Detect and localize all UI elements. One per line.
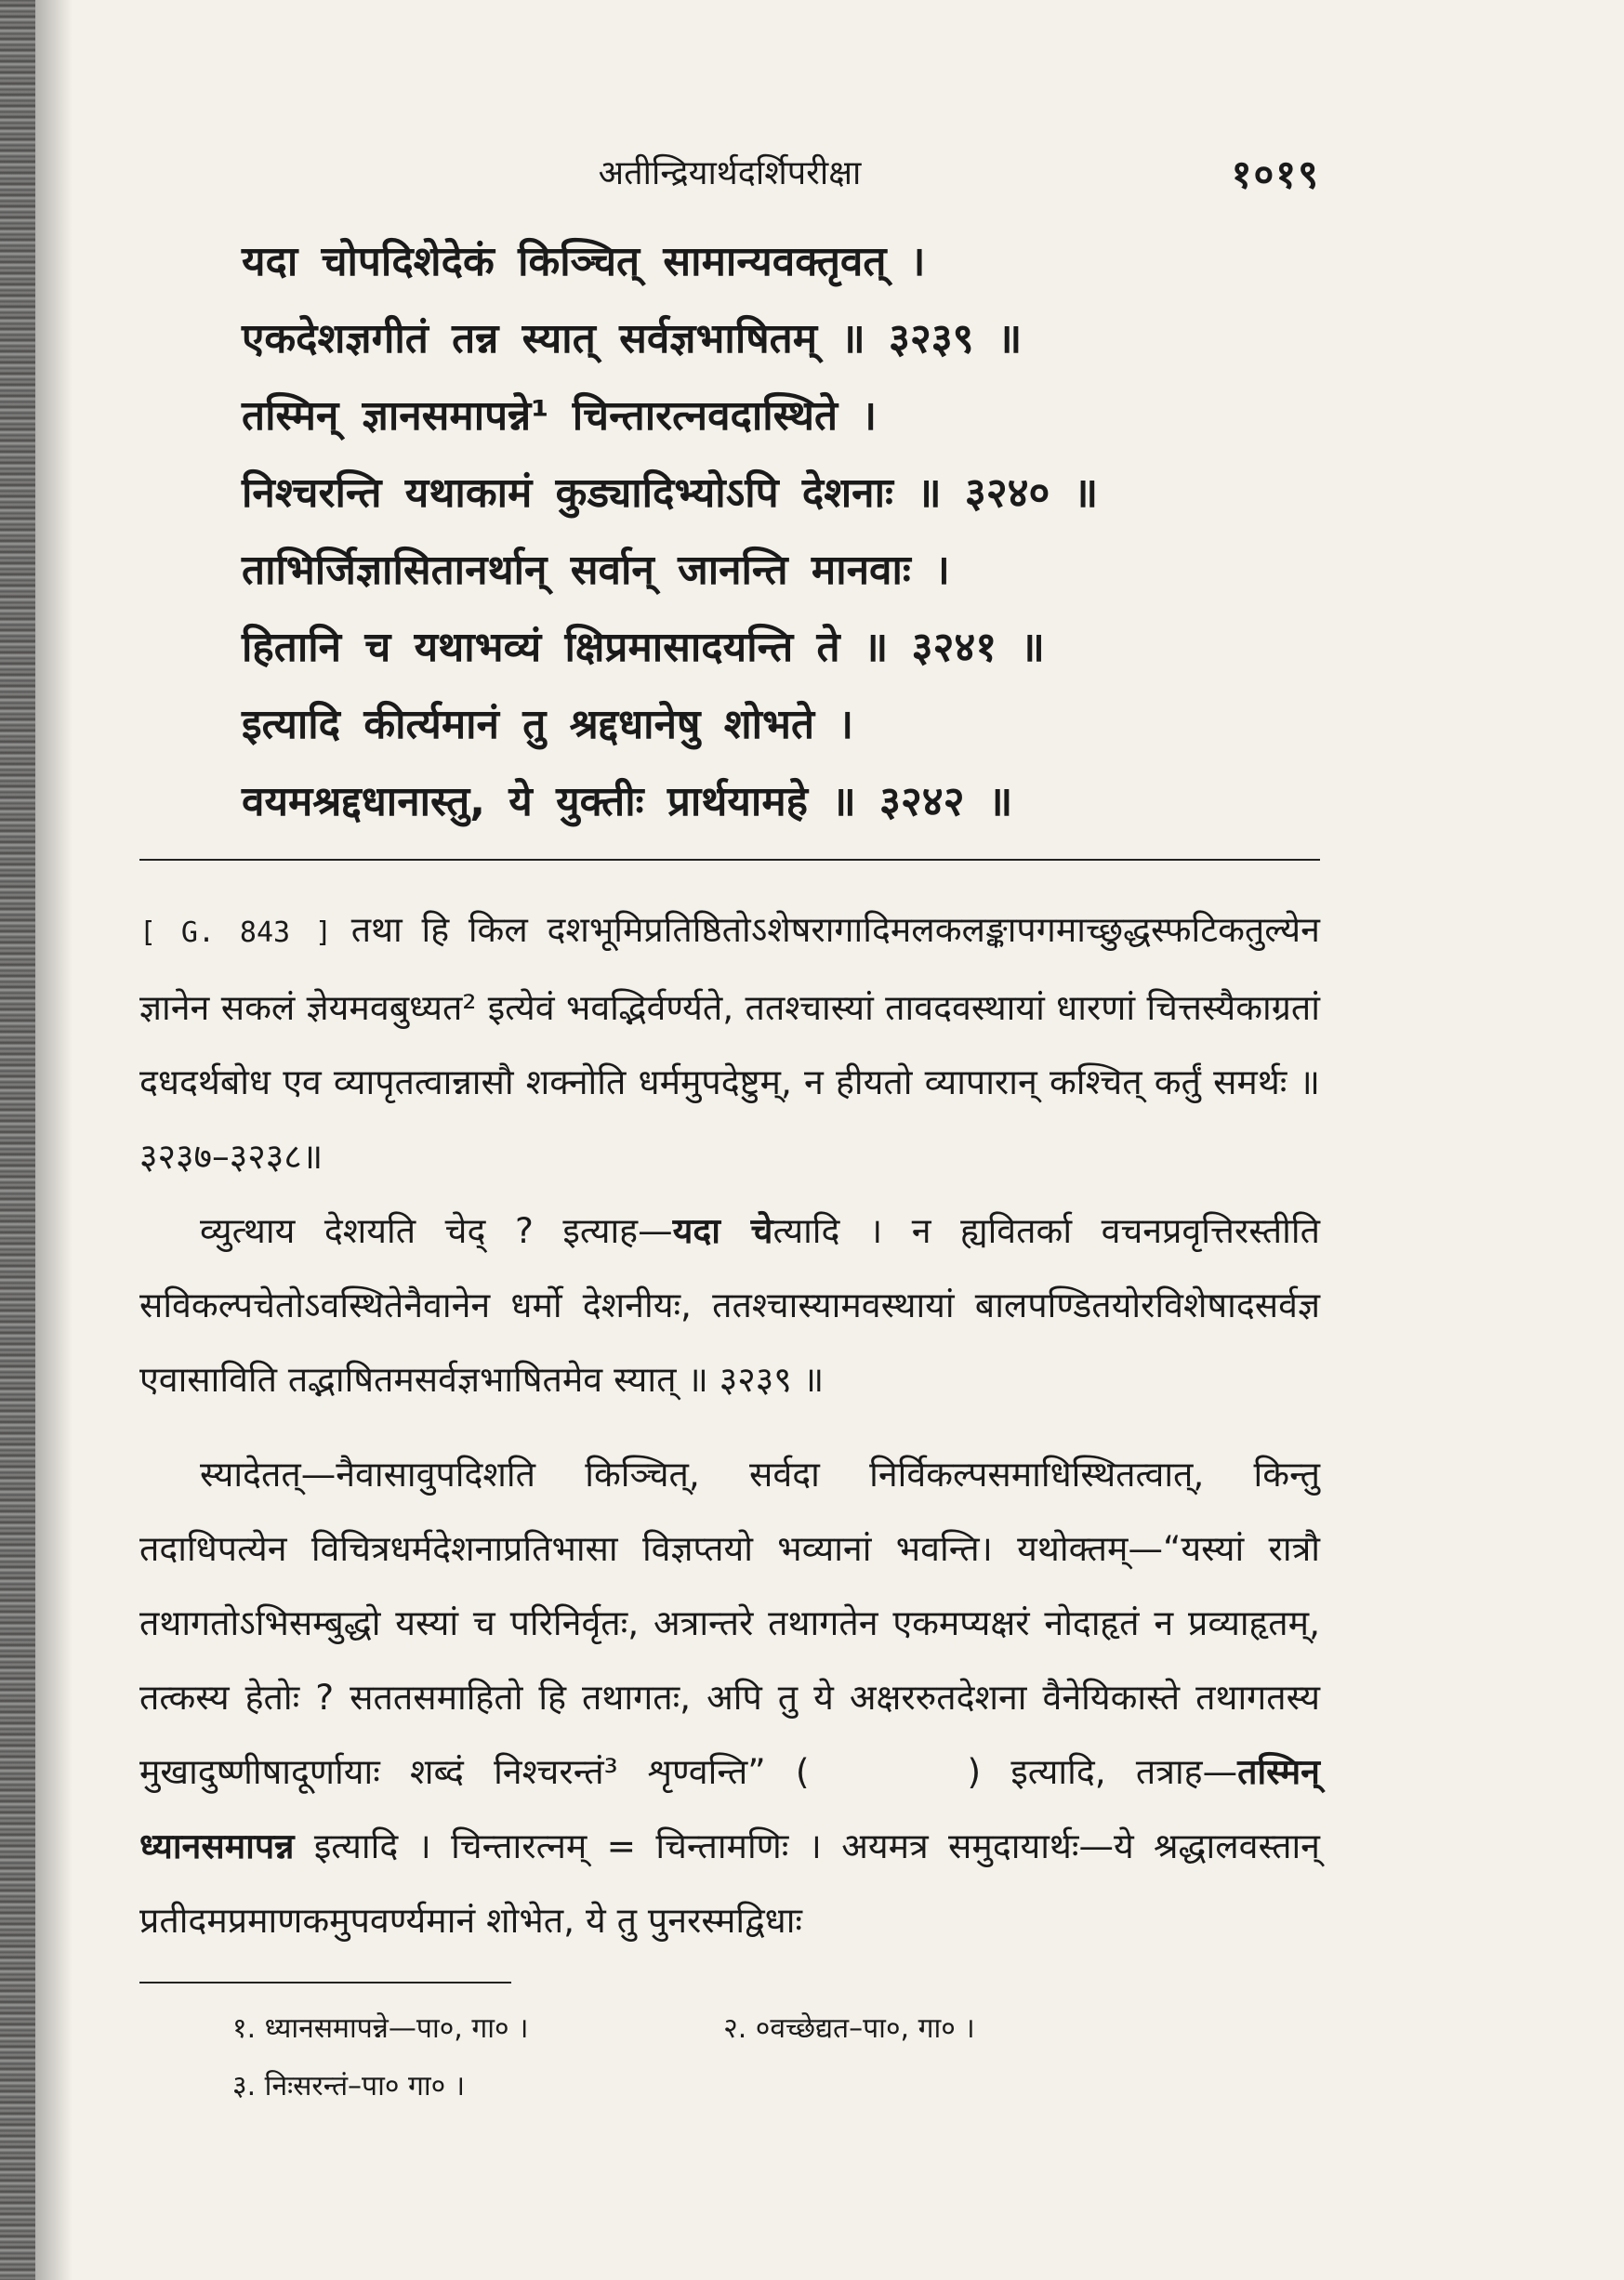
footnotes (139, 2000, 1320, 2115)
binding-shadow (35, 0, 73, 2280)
page-number: १०१९ (1231, 152, 1320, 197)
paragraph-text: ) इत्यादि, तत्राह— (967, 1751, 1238, 1792)
paragraph-text: तथा हि किल दशभूमिप्रतिष्ठितोऽशेषरागादिमलकलङ्कापगमाच्छुद्धस्फटिकतुल्येन ज्ञानेन सकलं ज्ञेयमवबुध्यत² इत्येवं भवद्भिर्वर्ण्यते, ततश्चास्यां तावदवस्थायां धारणां चित्तस्यैकाग्रतां दधदर्थबोध एव व्यापृतत्वान्नासौ शक्नोति धर्ममुपदेष्टुम्, न हीयतो व्यापारान् कश्चित् कर्तुं समर्थः ॥३२३७–३२३८॥ (139, 909, 1320, 1177)
commentary (139, 892, 1320, 1957)
verse-line: यदा चोपदिशेदेकं किञ्चित् सामान्यवक्तृवत् । (242, 238, 926, 285)
footnote-row (232, 2058, 1320, 2115)
verse-keyword: यदा चे (672, 1210, 773, 1251)
verse-line: इत्यादि कीर्त्यमानं तु श्रद्दधानेषु शोभते । (242, 701, 854, 748)
running-head (139, 139, 1320, 204)
commentary-paragraph (139, 1437, 1320, 1957)
paragraph-text: व्युत्थाय देशयति चेद् ? इत्याह— (200, 1210, 673, 1251)
book-page (139, 139, 1320, 2115)
verse-line: वयमश्रद्दधानास्तु, ये युक्तीः प्रार्थयामहे ॥ ३२४२ ॥ (242, 778, 1013, 825)
commentary-paragraph (139, 1193, 1320, 1417)
paragraph-text: त्यादि । न ह्यवितर्का वचनप्रवृत्तिरस्तीति सविकल्पचेतोऽवस्थितेनैवानेन धर्मो देशनीयः, ततश्चास्यामवस्थायां बालपण्डितयोरविशेषादसर्वज्ञ एवासाविति तद्भाषितमसर्वज्ञभाषितमेव स्यात् ॥ ३२३९ ॥ (139, 1210, 1320, 1400)
footnote: ३. निःसरन्तं–पा० गा० । (232, 2070, 466, 2102)
verse-keyword: तस्मिन् ध्यानसमापन्न (139, 1751, 1320, 1866)
verse-line: एकदेशज्ञगीतं तन्न स्यात् सर्वज्ञभाषितम् ॥ ३२३९ ॥ (242, 315, 1023, 362)
footnote: १. ध्यानसमापन्ने—पा०, गा० । (232, 2012, 529, 2045)
binding-edge (0, 0, 35, 2280)
verse-block (139, 223, 1320, 840)
verse-line: तस्मिन् ज्ञानसमापन्ने¹ चिन्तारत्नवदास्थिते । (242, 392, 878, 440)
footnote: २. ०वच्छेद्यत–पा०, गा० । (723, 2012, 975, 2045)
running-title: अतीन्द्रियार्थदर्शिपरीक्षा (598, 154, 862, 192)
verse-line: हितानि च यथाभव्यं क्षिप्रमासादयन्ति ते ॥ ३२४१ ॥ (242, 624, 1045, 671)
manuscript-reference: [ G. 843 ] (139, 916, 332, 949)
paragraph-text: इत्यादि । चिन्तारत्नम् = चिन्तामणिः । अयमत्र समुदायार्थः—ये श्रद्धालवस्तान् प्रतीदमप्रमाणकमुपवर्ण्यमानं शोभेत, ये तु पुनरस्मद्विधाः (139, 1825, 1320, 1941)
commentary-paragraph (139, 892, 1320, 1193)
verse-line: निश्चरन्ति यथाकामं कुड्यादिभ्योऽपि देशनाः ॥ ३२४० ॥ (242, 469, 1099, 517)
footnote-divider (139, 1982, 511, 1983)
verse-commentary-divider (139, 859, 1320, 861)
paragraph-text: स्यादेतत्—नैवासावुपदिशति किञ्चित्, सर्वदा निर्विकल्पसमाधिस्थितत्वात्, किन्तु तदाधिपत्येन विचित्रधर्मदेशनाप्रतिभासा विज्ञप्तयो भव्यानां भवन्ति। यथोक्तम्—“यस्यां रात्रौ तथागतोऽभिसम्बुद्धो यस्यां च परिनिर्वृतः, अत्रान्तरे तथागतेन एकमप्यक्षरं नोदाहृतं न प्रव्याहृतम्, तत्कस्य हेतोः ? सततसमाहितो हि तथागतः, अपि तु ये अक्षररुतदेशना वैनेयिकास्ते तथागतस्य मुखादुष्णीषादूर्णायाः शब्दं निश्चरन्तं³ शृण्वन्ति” ( (139, 1454, 1320, 1792)
footnote-row (232, 2000, 1320, 2058)
verse-line: ताभिर्जिज्ञासितानर्थान् सर्वान् जानन्ति मानवाः । (242, 547, 950, 594)
